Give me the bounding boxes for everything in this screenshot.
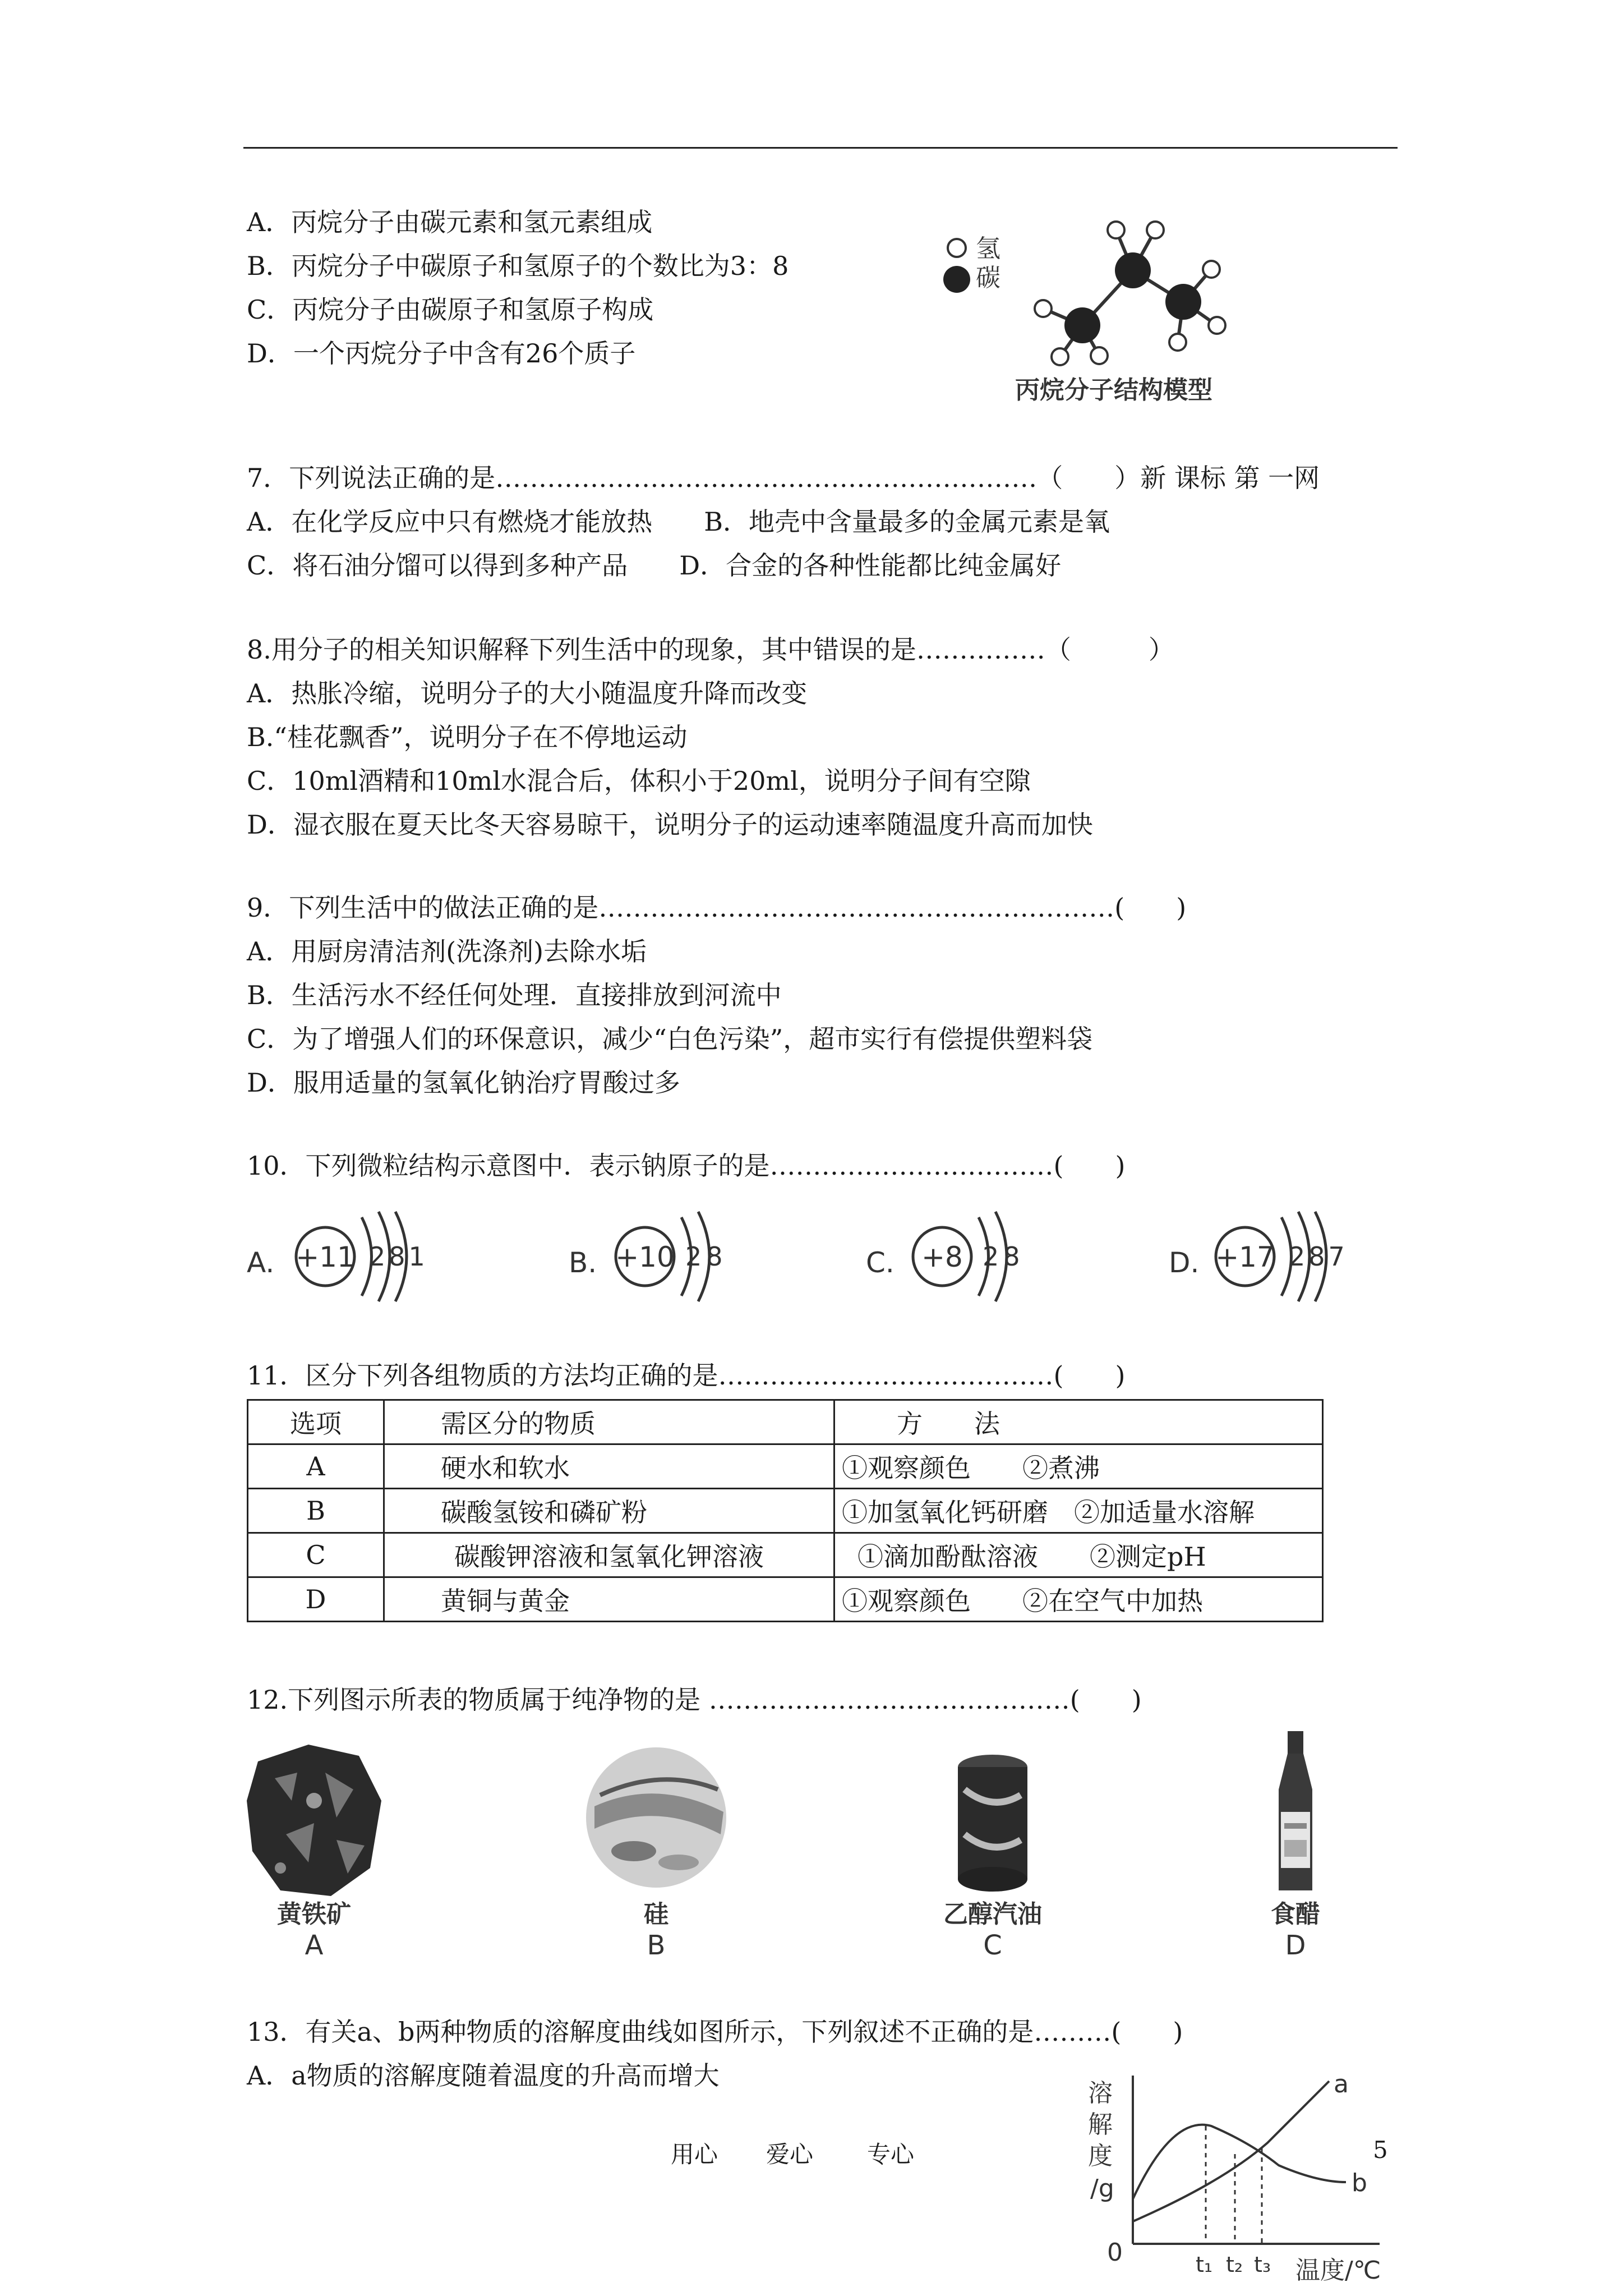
- curve-b-label: b: [1352, 2169, 1367, 2197]
- q9-option-a: A．用厨房清洁剂(洗涤剂)去除水垢: [247, 936, 647, 967]
- q13-stem: 13．有关a、b两种物质的溶解度曲线如图所示，下列叙述不正确的是………( ): [247, 2017, 1183, 2047]
- legend-hydrogen-label: 氢: [976, 234, 1000, 263]
- q10-stem: 10．下列微粒结构示意图中．表示钠原子的是……………………………( ): [247, 1151, 1126, 1181]
- q9-option-d: D．服用适量的氢氧化钠治疗胃酸过多: [247, 1068, 680, 1098]
- curve-a-label: a: [1334, 2070, 1349, 2099]
- table-row: [248, 1444, 1323, 1489]
- row-option: D: [248, 1577, 384, 1622]
- footer-word-1: 用心: [671, 2141, 718, 2168]
- q7-options-row2: C．将石油分馏可以得到多种产品 D．合金的各种性能都比纯金属好: [247, 550, 1062, 581]
- hydrogen-legend-icon: [948, 239, 966, 257]
- tick-t2: t₂: [1226, 2252, 1243, 2277]
- row-method: ①观察颜色 ②煮沸: [834, 1444, 1323, 1489]
- q11-stem: 11．区分下列各组物质的方法均正确的是…………………………………( ): [247, 1360, 1126, 1391]
- silicon-image: [583, 1745, 729, 1890]
- item-d-letter: D: [1285, 1930, 1306, 1961]
- header-option: 选项: [248, 1400, 384, 1444]
- header-substances: 需区分的物质: [384, 1400, 834, 1444]
- atom-diagram-d: [1161, 1200, 1509, 1313]
- atom-a-letter: A.: [247, 1246, 275, 1279]
- vinegar-bottle-image: [1267, 1728, 1324, 1896]
- q8-option-a: A．热胀冷缩，说明分子的大小随温度升降而改变: [247, 678, 808, 708]
- row-method: ①观察颜色 ②在空气中加热: [834, 1577, 1323, 1622]
- q11-table: [247, 1399, 1324, 1622]
- x-axis-label: 温度/℃: [1295, 2256, 1381, 2285]
- atom-diagram-c: [858, 1200, 1172, 1313]
- atom-c-shells: 28: [983, 1241, 1025, 1272]
- q9-stem: 9．下列生活中的做法正确的是……………………………………………………( ): [247, 892, 1187, 923]
- q8-stem: 8.用分子的相关知识解释下列生活中的现象，其中错误的是……………（ ）: [247, 634, 1174, 665]
- q12-stem: 12.下列图示所表的物质属于纯净物的是 ……………………………………( ): [247, 1685, 1142, 1715]
- table-row: [248, 1489, 1323, 1533]
- y-label-2: 解: [1088, 2110, 1113, 2139]
- atom-diagram-b: [561, 1200, 875, 1313]
- q8-option-b: B.“桂花飘香”，说明分子在不停地运动: [247, 722, 688, 752]
- table-header-row: [248, 1400, 1323, 1444]
- footer-word-2: 爱心: [766, 2141, 814, 2168]
- atom-b-shells: 28: [685, 1241, 727, 1272]
- q6-option-d: D．一个丙烷分子中含有26个质子: [247, 338, 636, 369]
- curve-b-line: [1133, 2125, 1346, 2199]
- curve-a-line: [1133, 2081, 1329, 2221]
- carbon-legend-icon: [943, 266, 970, 293]
- atom-a-shells: 281: [369, 1241, 428, 1272]
- atom-d-shells: 287: [1289, 1241, 1348, 1272]
- atom-b-letter: B.: [569, 1246, 597, 1279]
- header-method: 方 法: [834, 1400, 1323, 1444]
- atom-d-nucleus: +17: [1215, 1241, 1275, 1273]
- item-c-letter: C: [983, 1930, 1002, 1961]
- table-row: [248, 1577, 1323, 1622]
- q13-option-a: A．a物质的溶解度随着温度的升高而增大: [247, 2060, 720, 2091]
- row-option: A: [248, 1444, 384, 1489]
- pyrite-image: [241, 1739, 387, 1907]
- atom-c-letter: C.: [866, 1246, 895, 1279]
- item-d-name: 食醋: [1271, 1900, 1320, 1929]
- atom-diagram-a: [241, 1200, 589, 1313]
- item-c-name: 乙醇汽油: [943, 1900, 1042, 1929]
- footer-word-3: 专心: [867, 2141, 915, 2168]
- item-b-name: 硅: [644, 1900, 668, 1929]
- legend-carbon-label: 碳: [976, 264, 1000, 292]
- q6-option-c: C．丙烷分子由碳原子和氢原子构成: [247, 295, 654, 325]
- row-method: ①滴加酚酞溶液 ②测定pH: [834, 1533, 1323, 1577]
- q8-option-d: D．湿衣服在夏天比冬天容易晾干，说明分子的运动速率随温度升高而加快: [247, 809, 1093, 840]
- atom-d-letter: D.: [1169, 1246, 1200, 1279]
- row-method: ①加氢氧化钙研磨 ②加适量水溶解: [834, 1489, 1323, 1533]
- row-substances: 硬水和软水: [384, 1444, 834, 1489]
- row-option: B: [248, 1489, 384, 1533]
- row-substances: 碳酸钾溶液和氢氧化钾溶液: [384, 1533, 834, 1577]
- tick-t1: t₁: [1196, 2252, 1213, 2277]
- y-label-4: /g: [1090, 2174, 1114, 2203]
- row-substances: 黄铜与黄金: [384, 1577, 834, 1622]
- y-label-1: 溶: [1088, 2079, 1113, 2108]
- q6-option-b: B．丙烷分子中碳原子和氢原子的个数比为3：8: [247, 251, 789, 281]
- atom-c-nucleus: +8: [921, 1241, 963, 1273]
- solubility-chart: [1082, 2070, 1408, 2289]
- row-option: C: [248, 1533, 384, 1577]
- item-a-name: 黄铁矿: [277, 1900, 351, 1929]
- y-label-3: 度: [1088, 2142, 1113, 2170]
- item-a-letter: A: [305, 1930, 324, 1961]
- ethanol-gasoline-image: [953, 1750, 1032, 1896]
- q8-option-c: C．10ml酒精和10ml水混合后，体积小于20ml，说明分子间有空隙: [247, 766, 1031, 796]
- origin-label: 0: [1107, 2238, 1123, 2267]
- header-rule: [243, 147, 1398, 149]
- tick-t3: t₃: [1254, 2252, 1271, 2277]
- propane-model-figure: [931, 208, 1290, 409]
- q9-option-c: C．为了增强人们的环保意识，减少“白色污染”，超市实行有偿提供塑料袋: [247, 1024, 1093, 1054]
- atom-a-nucleus: +11: [296, 1241, 355, 1273]
- table-row: [248, 1533, 1323, 1577]
- atom-b-nucleus: +10: [615, 1241, 675, 1273]
- q6-option-a: A．丙烷分子由碳元素和氢元素组成: [247, 207, 653, 237]
- q7-options-row1: A．在化学反应中只有燃烧才能放热 B．地壳中含量最多的金属元素是氧: [247, 507, 1110, 537]
- q9-option-b: B．生活污水不经任何处理．直接排放到河流中: [247, 980, 782, 1010]
- page-number: 5: [1373, 2136, 1388, 2164]
- propane-caption: 丙烷分子结构模型: [1015, 376, 1212, 404]
- q7-stem: 7．下列说法正确的是………………………………………………………（ ）新 课标 第 一网: [247, 463, 1320, 493]
- row-substances: 碳酸氢铵和磷矿粉: [384, 1489, 834, 1533]
- item-b-letter: B: [647, 1930, 666, 1961]
